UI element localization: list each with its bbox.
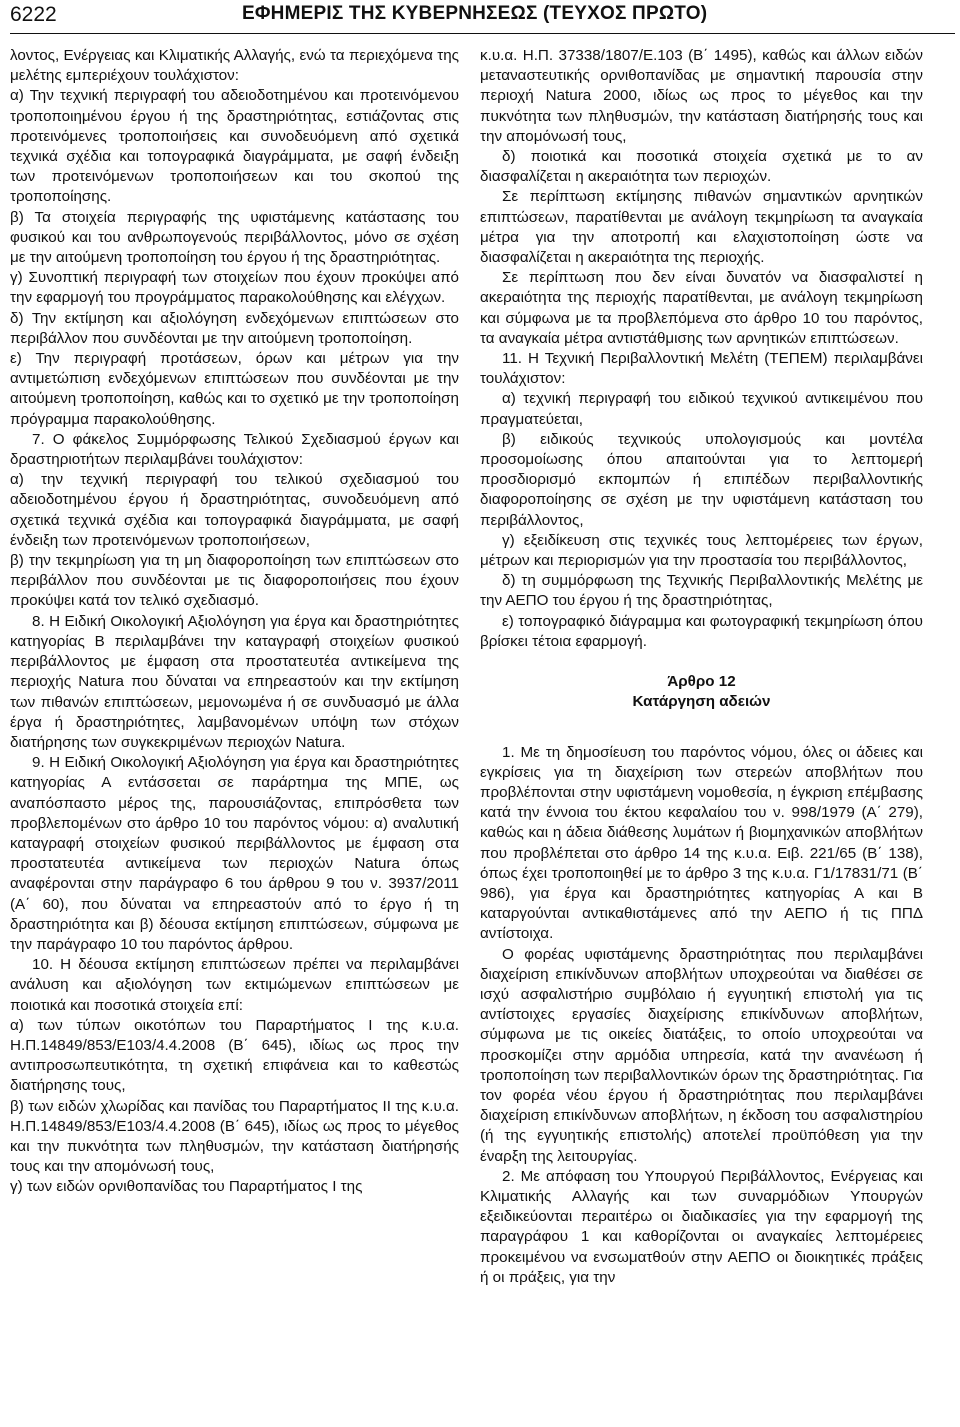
left-column bbox=[10, 46, 459, 1198]
paragraph: δ) ποιοτικά και ποσοτικά στοιχεία σχετικά με το αν διασφαλίζεται η ακεραιότητα των περιοχών. bbox=[480, 148, 923, 186]
gazette-title: ΕΦΗΜΕΡΙΣ ΤΗΣ ΚΥΒΕΡΝΗΣΕΩΣ (ΤΕΥΧΟΣ ΠΡΩΤΟ) bbox=[242, 3, 708, 24]
paragraph: α) των τύπων οικοτόπων του Παραρτήματος Ι της κ.υ.α. Η.Π.14849/853/Ε103/4.4.2008 (Β΄ 645), ιδίως ως προς την αντιπροσωπευτικότητα, τη σχετική επιφάνεια και το καθεστώς διατήρησης τους, bbox=[10, 1016, 459, 1095]
paragraph: γ) εξειδίκευση στις τεχνικές τους λεπτομέρειες των έργων, μέτρων και περιορισμών για την προστασία του περιβάλλοντος, bbox=[480, 531, 923, 570]
paragraph: α) τεχνική περιγραφή του ειδικού τεχνικού αντικειμένου που πραγματεύεται, bbox=[480, 390, 923, 428]
spacer bbox=[480, 713, 923, 743]
paragraph: Σε περίπτωση που δεν είναι δυνατόν να διασφαλιστεί η ακεραιότητα της περιοχής παρατίθενται, με ανάλογη τεκμηρίωση και σύμφωνα με τα προβλεπόμενα στο άρθρο 10 του παρόντος, τα αναγκαία μέτρα αντιστάθμισης των αρνητικών επιπτώσεων. bbox=[480, 269, 923, 347]
page-header bbox=[10, 0, 955, 34]
paragraph: α) Την τεχνική περιγραφή του αδειοδοτημένου και προτεινόμενου τροποποιημένου έργου ή της δραστηριότητας, εστιάζοντας στις προτεινόμενες τροποποιήσεις και συνοδευόμενη από σχετικά τεχνικά σχέδια και τοπογραφικά διαγράμματα, με σαφή ένδειξη των προτεινόμενων τροποποιήσεων και του σκοπού της τροποποίησης. bbox=[10, 87, 459, 206]
spacer bbox=[480, 652, 923, 672]
paragraph: α) την τεχνική περιγραφή του τελικού σχεδιασμού του αδειοδοτημένου έργου ή δραστηριότητας, συνοδευόμενη από σχετικά τεχνικά σχέδια και τοπογραφικά διαγράμματα, με σαφή ένδειξη των προτεινόμενων τροποποιήσεων, bbox=[10, 471, 459, 549]
paragraph: γ) των ειδών ορνιθοπανίδας του Παραρτήματος Ι της bbox=[10, 1178, 363, 1196]
paragraph: β) ειδικούς τεχνικούς υπολογισμούς και μοντέλα προσομοίωσης όπου απαιτούνται για το λεπτομερή προσδιορισμό εκπομπών ή επιπέδων περιβαλλοντικής διαφοροποίησης σε σχέση με την υφιστάμενη κατάσταση του περιβάλλοντος, bbox=[480, 430, 923, 529]
paragraph: γ) Συνοπτική περιγραφή των στοιχείων που έχουν προκύψει από την εφαρμογή του προγράμματος παρακολούθησης και ελέγχων. bbox=[10, 269, 459, 307]
paragraph: 8. Η Ειδική Οικολογική Αξιολόγηση για έργα και δραστηριότητες κατηγορίας Β περιλαμβάνει την καταγραφή στοιχείων φυσικού περιβάλλοντος με έμφαση στα προστατευτέα αντικείμενα της περιοχής Natura που δύναται να επηρεαστούν και την εκτίμηση των πιθανών επιπτώσεων, μεμονωμένα ή σε συνδυασμό με άλλα έργα ή δραστηριότητες, λαμβανομένων υπόψη των στόχων διατήρησης των συγκεκριμένων περιοχών Natura. bbox=[10, 612, 459, 751]
paragraph: 10. Η δέουσα εκτίμηση επιπτώσεων πρέπει να περιλαμβάνει ανάλυση και αξιολόγηση των εκτιμώμενων επιπτώσεων με ποιοτικά και ποσοτικά στοιχεία επί: bbox=[10, 956, 459, 1014]
paragraph: λοντος, Ενέργειας και Κλιματικής Αλλαγής, ενώ τα περιεχόμενα της μελέτης εμπεριέχουν τουλάχιστον: bbox=[10, 47, 459, 85]
right-column bbox=[480, 46, 923, 1288]
paragraph: κ.υ.α. Η.Π. 37338/1807/Ε.103 (Β΄ 1495), καθώς και άλλων ειδών μεταναστευτικής ορνιθοπανίδας με σημαντική παρουσία στην περιοχή Natura 2000, ιδίως ως προς το μέγεθος και την πυκνότητα των πληθυσμών, την κατάσταση διατήρησής τους και την απομόνωσή τους, bbox=[480, 47, 923, 145]
paragraph: Ο φορέας υφιστάμενης δραστηριότητας που περιλαμβάνει διαχείριση επικίνδυνων αποβλήτων υποχρεούται να διαθέσει σε ισχύ ασφαλιστήριο συμβόλαιο ή εγγυητική επιστολή για τις αντίστοιχες εργασίες διαχείρισης επικίνδυνων αποβλήτων, σύμφωνα με τις οικείες διατάξεις, το οποίο υποχρεούται να προσκομίζει στην αρμόδια υπηρεσία, κατά την ανανέωση ή τροποποίηση των περιβαλλοντικών όρων της δραστηριότητας. Για τον φορέα νέου έργου ή δραστηριότητας που περιλαμβάνει διαχείριση επικίνδυνων αποβλήτων, η έκδοση του ασφαλιστηρίου (ή της εγγυητικής επιστολής) αποτελεί προϋπόθεση για την έναρξη της λειτουργίας. bbox=[480, 945, 923, 1165]
paragraph: 11. Η Τεχνική Περιβαλλοντική Μελέτη (ΤΕΠΕΜ) περιλαμβάνει τουλάχιστον: bbox=[480, 350, 923, 388]
article-number: Άρθρο 12 bbox=[667, 673, 736, 691]
paragraph: δ) Την εκτίμηση και αξιολόγηση ενδεχόμενων επιπτώσεων στο περιβάλλον που συνδέονται με την αιτούμενη τροποποίηση. bbox=[10, 309, 459, 347]
paragraph: β) Τα στοιχεία περιγραφής της υφιστάμενης κατάστασης του φυσικού και του ανθρωπογενούς περιβάλλοντος, μόνο σε σχέση με την αιτούμενη τροποποίηση του έργου ή της δραστηριότητας. bbox=[10, 208, 459, 267]
paragraph: β) την τεκμηρίωση για τη μη διαφοροποίηση των επιπτώσεων στο περιβάλλον που συνδέονται με τις διαφοροποιήσεις που έχουν προκύψει κατά τον τελικό σχεδιασμό. bbox=[10, 552, 459, 610]
paragraph: β) των ειδών χλωρίδας και πανίδας του Παραρτήματος ΙΙ της κ.υ.α. Η.Π.14849/853/Ε103/4.4.2008 (Β΄ 645), ιδίως ως προς το μέγεθος και την πυκνότητα των πληθυσμών, την κατάσταση διατήρησής τους και την απομόνωσή τους, bbox=[10, 1097, 459, 1176]
paragraph: 2. Με απόφαση του Υπουργού Περιβάλλοντος, Ενέργειας και Κλιματικής Αλλαγής και των συναρμόδιων Υπουργών εξειδικεύονται περαιτέρω οι διαδικασίες για την εφαρμογή της παραγράφου 1 και καθορίζονται οι αναγκαίες λεπτομέρειες προκειμένου να ενσωματθούν στην ΑΕΠΟ οι διοικητικές πράξεις ή οι πράξεις, για την bbox=[480, 1167, 923, 1286]
paragraph: δ) τη συμμόρφωση της Τεχνικής Περιβαλλοντικής Μελέτης με την ΑΕΠΟ του έργου ή της δραστηριότητας, bbox=[480, 572, 923, 610]
paragraph: 1. Με τη δημοσίευση του παρόντος νόμου, όλες οι άδειες και εγκρίσεις για τη διαχείριση των στερεών αποβλήτων που προβλέπονται στην υφιστάμενη νομοθεσία, η έγκριση επέμβασης κατά την έννοια του έκτου κεφαλαίου του ν. 998/1979 (Α΄ 279), καθώς και η άδεια διάθεσης λυμάτων ή βιομηχανικών αποβλήτων που προβλέπεται στο άρθρο 14 της κ.υ.α. Ειβ. 221/65 (Β΄ 138), όπως έχει τροποποιηθεί με το άρθρο 3 της κ.υ.α. Γ1/17831/71 (Β΄ 986), για έργα και δραστηριότητες κατηγορίας Α και Β καταργούνται αντικαθιστάμενες από την ΑΕΠΟ ή τις ΠΠΔ αντίστοιχα. bbox=[480, 743, 923, 943]
paragraph: ε) Την περιγραφή προτάσεων, όρων και μέτρων για την αντιμετώπιση ενδεχόμενων επιπτώσεων που συνδέονται με την αιτούμενη τροποποίηση, καθώς και το σχετικό με την τροποποίηση πρόγραμμα παρακολούθησης. bbox=[10, 350, 459, 428]
paragraph: 9. Η Ειδική Οικολογική Αξιολόγηση για έργα και δραστηριότητες κατηγορίας Α εντάσσεται σε παράρτημα της ΜΠΕ, ως αναπόσπαστο μέρος της, παρουσιάζοντας, επιπρόσθετα των προβλεπομένων στο άρθρο 10 του παρόντος νόμου: α) αναλυτική καταγραφή στοιχείων φυσικού περιβάλλοντος με έμφαση στα προστατευτέα αντικείμενα των περιοχών Natura όπως αναφέρονται στην παράγραφο 6 του άρθρου 9 του ν. 3937/2011 (Α΄ 60), που δύναται να επηρεαστούν από το έργο ή τη δραστηριότητα και β) δέουσα εκτίμηση επιπτώσεων, σύμφωνα με την παράγραφο 10 του παρόντος άρθρου. bbox=[10, 754, 459, 953]
page-number: 6222 bbox=[10, 3, 57, 26]
paragraph: 7. Ο φάκελος Συμμόρφωσης Τελικού Σχεδιασμού έργων και δραστηριοτήτων περιλαμβάνει τουλάχιστον: bbox=[10, 430, 459, 469]
article-title: Κατάργηση αδειών bbox=[632, 693, 771, 711]
paragraph: ε) τοπογραφικό διάγραμμα και φωτογραφική τεκμηρίωση όπου βρίσκει τέτοια εφαρμογή. bbox=[480, 612, 923, 650]
header-rule bbox=[10, 33, 955, 34]
paragraph: Σε περίπτωση εκτίμησης πιθανών σημαντικών αρνητικών επιπτώσεων, παρατίθενται με ανάλογη τεκμηρίωση τα αναγκαία μέτρα για την αποτροπή και ελαχιστοποίηση ώστε να διασφαλίζεται η ακεραιότητα της περιοχής. bbox=[480, 188, 923, 267]
